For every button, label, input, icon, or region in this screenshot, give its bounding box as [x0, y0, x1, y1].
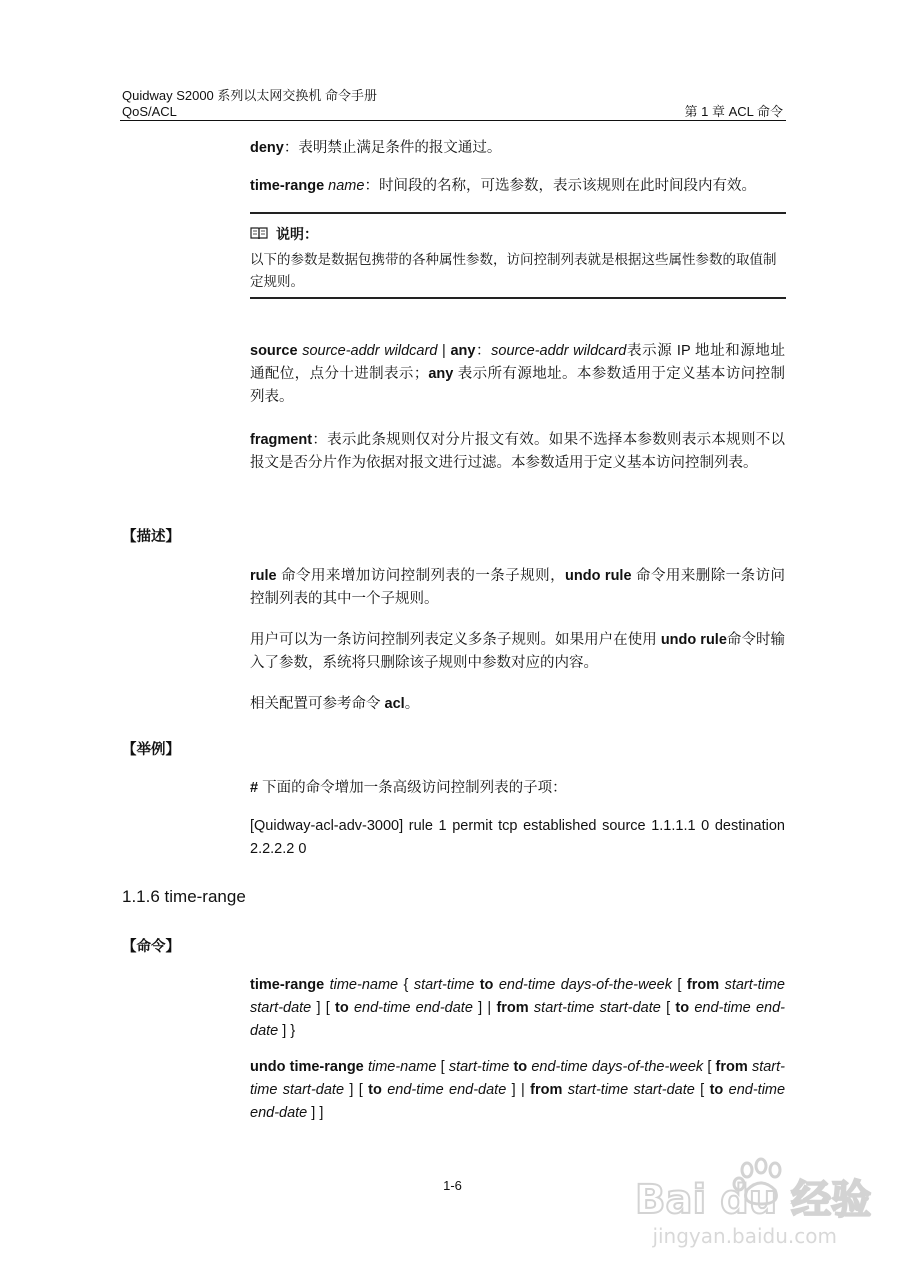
- header-chapter: 第 1 章 ACL 命令: [684, 104, 783, 119]
- example-comment: # 下面的命令增加一条高级访问控制列表的子项：: [250, 780, 567, 796]
- watermark: [635, 1138, 872, 1258]
- keyword: time-range: [250, 178, 325, 194]
- page-number: 1-6: [443, 1178, 462, 1193]
- param-time-range: time-range name：时间段的名称，可选参数，表示该规则在此时间段内有效。: [250, 178, 756, 194]
- argument: name: [328, 178, 365, 194]
- section-description-label: 【描述】: [122, 529, 180, 545]
- section-command-label: 【命令】: [122, 939, 180, 955]
- note-bottom-rule: [250, 297, 786, 299]
- note-body: 以下的参数是数据包携带的各种属性参数，访问控制列表就是根据这些属性参数的取值制定规则。: [250, 252, 777, 290]
- param-source: source source-addr wildcard | any：source-addr wildcard表示源 IP 地址和源地址通配位，点分十进制表示；any 表示所有源地址。本参数适用于定义基本访问控制列表。: [250, 343, 786, 405]
- note-top-rule: [250, 212, 786, 214]
- watermark-logo: Bai du 经验: [635, 1177, 872, 1223]
- syntax-undo-time-range: undo time-range time-name [ start-time to end-time days-of-the-week [ from start-time start-date ] [ to end-time end-date ] | from start-time start-date [ to end-time end-date ] ]: [250, 1059, 786, 1121]
- section-example-label: 【举例】: [122, 742, 180, 758]
- keyword: deny: [250, 140, 284, 156]
- description-p2: 用户可以为一条访问控制列表定义多条子规则。如果用户在使用 undo rule命令时输入了参数，系统将只删除该子规则中参数对应的内容。: [250, 632, 785, 671]
- description-p3: 相关配置可参考命令 acl。: [250, 696, 420, 712]
- note-label: 说明：: [276, 226, 318, 242]
- syntax-time-range: time-range time-name { start-time to end-time days-of-the-week [ from start-time start-date ] [ to end-time end-date ] | from start-time start-date [ to end-time end-date ] }: [250, 977, 785, 1039]
- description-p1: rule 命令用来增加访问控制列表的一条子规则，undo rule 命令用来删除一条访问控制列表的其中一个子规则。: [250, 568, 786, 607]
- note-title: [250, 224, 318, 244]
- example-command: [Quidway-acl-adv-3000] rule 1 permit tcp established source 1.1.1.1 0 destination 2.2.2.2 0: [250, 818, 785, 857]
- paw-icon: [635, 1158, 872, 1223]
- param-deny: deny：表明禁止满足条件的报文通过。: [250, 140, 502, 156]
- header-product: Quidway S2000 系列以太网交换机 命令手册: [122, 88, 378, 103]
- header-rule: [120, 120, 786, 121]
- param-fragment: fragment：表示此条规则仅对分片报文有效。如果不选择本参数则表示本规则不以报文是否分片作为依据对报文进行过滤。本参数适用于定义基本访问控制列表。: [250, 432, 785, 471]
- header-module: QoS/ACL: [122, 104, 177, 119]
- book-icon: [250, 226, 268, 243]
- section-heading: 1.1.6 time-range: [122, 887, 246, 906]
- watermark-text: jingyan.baidu.com: [652, 1224, 837, 1248]
